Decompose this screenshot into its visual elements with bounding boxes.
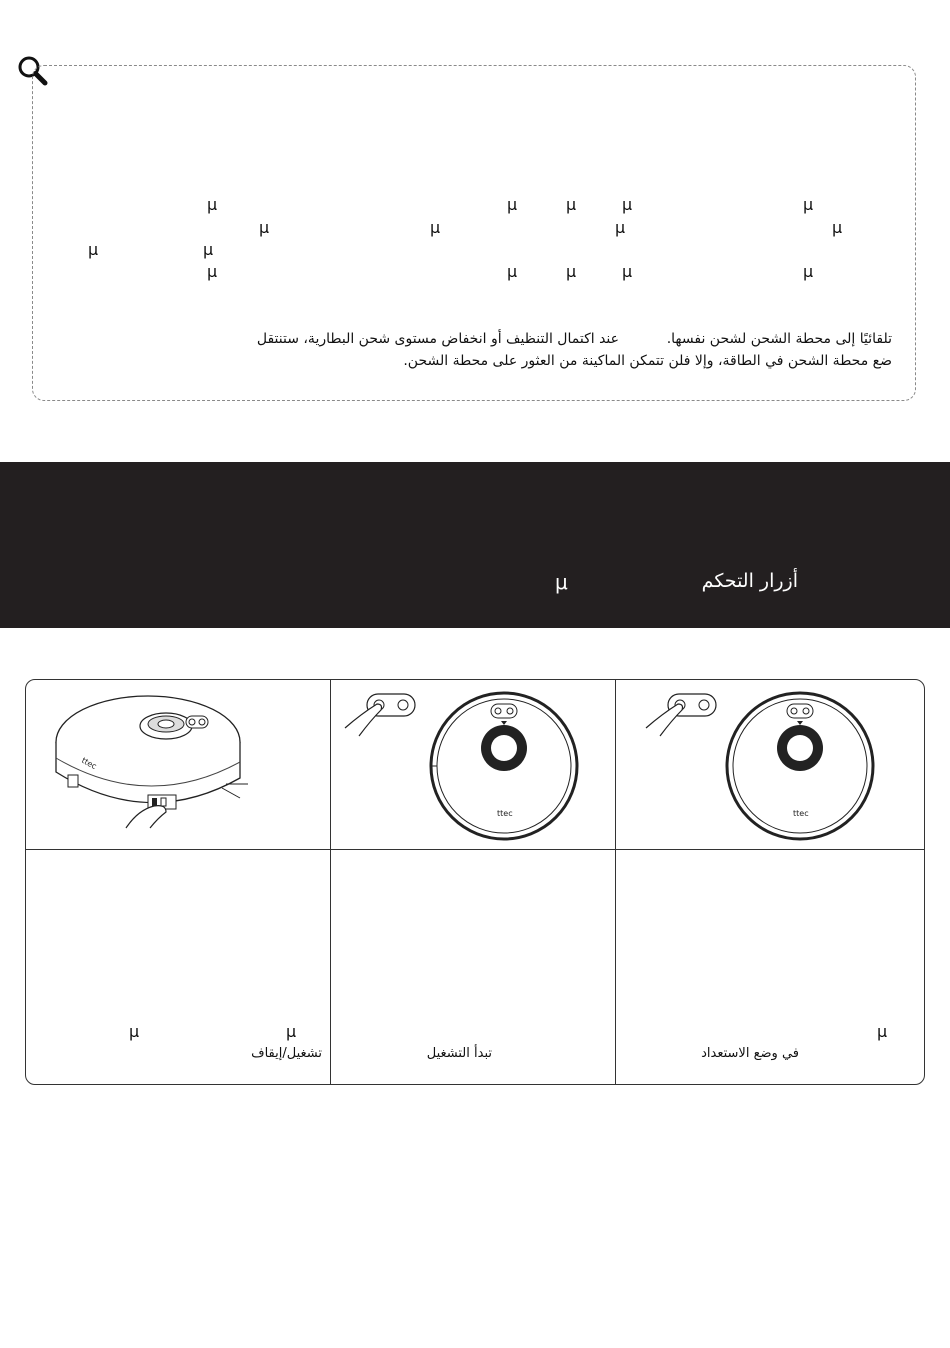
mu-glyph: μ xyxy=(803,262,814,281)
note-line-1b: تلقائيًا إلى محطة الشحن لشحن نفسها. xyxy=(666,331,892,347)
mu-glyph: μ xyxy=(207,262,218,281)
mu-glyph: μ xyxy=(566,195,577,214)
mu-glyph: μ xyxy=(129,1022,140,1041)
mu-glyph: μ xyxy=(832,218,843,237)
mu-glyph: μ xyxy=(622,195,633,214)
note-box xyxy=(32,65,916,401)
note-line-2: ضع محطة الشحن في الطاقة، وإلا فلن تتمكن الماكينة من العثور على محطة الشحن. xyxy=(403,353,892,369)
mu-glyph: μ xyxy=(566,262,577,281)
ttec-logo: ttec xyxy=(497,809,513,818)
mu-glyph: μ xyxy=(203,240,214,259)
section-header-band xyxy=(0,462,950,628)
robot-top-illustration xyxy=(331,680,615,849)
mu-glyph: μ xyxy=(259,218,270,237)
robot-side-illustration xyxy=(26,680,330,849)
note-line-1: عند اكتمال التنظيف أو انخفاض مستوى شحن البطارية، ستنتقل xyxy=(256,331,619,347)
section-title: أزرار التحكم xyxy=(701,570,798,592)
control-buttons-table xyxy=(25,679,925,1085)
mu-glyph: μ xyxy=(507,195,518,214)
caption-start: تبدأ التشغيل xyxy=(426,1046,492,1061)
ttec-logo: ttec xyxy=(80,755,99,772)
mu-glyph: μ xyxy=(507,262,518,281)
robot-top-illustration xyxy=(616,680,925,849)
mu-glyph: μ xyxy=(88,240,99,259)
mu-glyph: μ xyxy=(622,262,633,281)
mu-glyph: μ xyxy=(555,570,568,594)
mu-glyph: μ xyxy=(207,195,218,214)
caption-on-off: تشغيل/إيقاف xyxy=(251,1046,322,1061)
ttec-logo: ttec xyxy=(793,809,809,818)
mu-glyph: μ xyxy=(615,218,626,237)
mu-glyph: μ xyxy=(877,1022,888,1041)
mu-glyph: μ xyxy=(286,1022,297,1041)
mu-glyph: μ xyxy=(430,218,441,237)
mu-glyph: μ xyxy=(803,195,814,214)
caption-standby: في وضع الاستعداد xyxy=(701,1046,799,1061)
